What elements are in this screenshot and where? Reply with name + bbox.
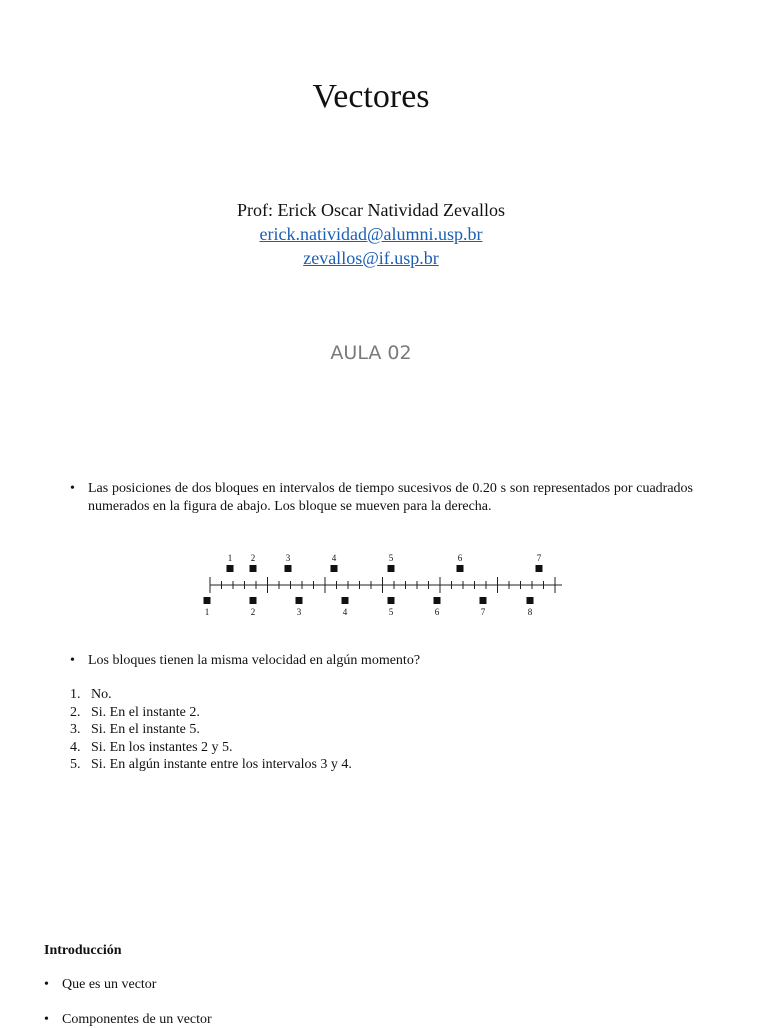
top-block-label: 1: [227, 553, 233, 563]
email-link-primary[interactable]: erick.natividad@alumni.usp.br: [259, 224, 483, 244]
bottom-block: [342, 597, 349, 604]
bottom-block-label: 6: [434, 607, 440, 617]
option-text: Si. En el instante 2.: [91, 704, 200, 720]
bottom-block-label: 8: [527, 607, 533, 617]
bottom-block-label: 2: [250, 607, 256, 617]
question-2: [70, 652, 420, 670]
top-block: [331, 565, 338, 572]
bottom-block: [296, 597, 303, 604]
figure-top-blocks: [227, 553, 543, 572]
bullet-icon: •: [44, 977, 49, 992]
top-block-label: 4: [331, 553, 337, 563]
lesson-label: AULA 02: [330, 342, 412, 364]
bottom-block: [527, 597, 534, 604]
option-number: 5.: [70, 757, 81, 772]
option-number: 2.: [70, 704, 81, 720]
bottom-block-label: 4: [342, 607, 348, 617]
top-block-label: 5: [388, 553, 394, 563]
bullet-icon: •: [70, 653, 75, 668]
bottom-block-label: 5: [388, 607, 394, 617]
option-number: 1.: [70, 687, 81, 702]
figure-axis: [210, 577, 562, 593]
option-text: Si. En algún instante entre los intervalos 3 y 4.: [91, 757, 352, 772]
top-block: [227, 565, 234, 572]
top-block-label: 3: [285, 553, 291, 563]
top-block: [536, 565, 543, 572]
bottom-block: [434, 597, 441, 604]
bullet-icon: •: [44, 1012, 49, 1027]
intro-item-text: Que es un vector: [62, 977, 157, 992]
intro-item-text: Componentes de un vector: [62, 1012, 212, 1027]
bottom-block: [480, 597, 487, 604]
bottom-block-label: 7: [480, 607, 486, 617]
option-text: Si. En los instantes 2 y 5.: [91, 739, 233, 755]
top-block: [285, 565, 292, 572]
option-text: Si. En el instante 5.: [91, 722, 200, 737]
top-block-label: 2: [250, 553, 256, 563]
top-block-label: 7: [536, 553, 542, 563]
figure-bottom-blocks: [204, 597, 534, 617]
top-block: [457, 565, 464, 572]
intro-item: [44, 977, 156, 993]
option-text: No.: [91, 687, 112, 702]
option-number: 3.: [70, 722, 81, 737]
question-2-text: Los bloques tienen la misma velocidad en algún momento?: [88, 653, 421, 668]
author-name: Prof: Erick Oscar Natividad Zevallos: [237, 200, 505, 220]
option-number: 4.: [70, 739, 81, 755]
bottom-block-label: 1: [204, 607, 210, 617]
top-block: [250, 565, 257, 572]
bottom-block-label: 3: [296, 607, 302, 617]
question-1: [70, 480, 693, 515]
blocks-position-figure: [190, 545, 570, 625]
intro-item: [44, 1012, 212, 1028]
document-title: Vectores: [312, 78, 430, 115]
bottom-block: [250, 597, 257, 604]
bullet-icon: •: [70, 481, 75, 496]
intro-heading: Introducción: [44, 943, 122, 958]
email-link-secondary[interactable]: zevallos@if.usp.br: [303, 248, 439, 268]
top-block-label: 6: [457, 553, 463, 563]
bottom-block: [204, 597, 211, 604]
bottom-block: [388, 597, 395, 604]
top-block: [388, 565, 395, 572]
question-1-text: Las posiciones de dos bloques en intervalos de tiempo sucesivos de 0.20 s son representados por cuadrados numerados en la figura de abajo. Los bloque se mueven para la derecha.: [88, 481, 693, 514]
